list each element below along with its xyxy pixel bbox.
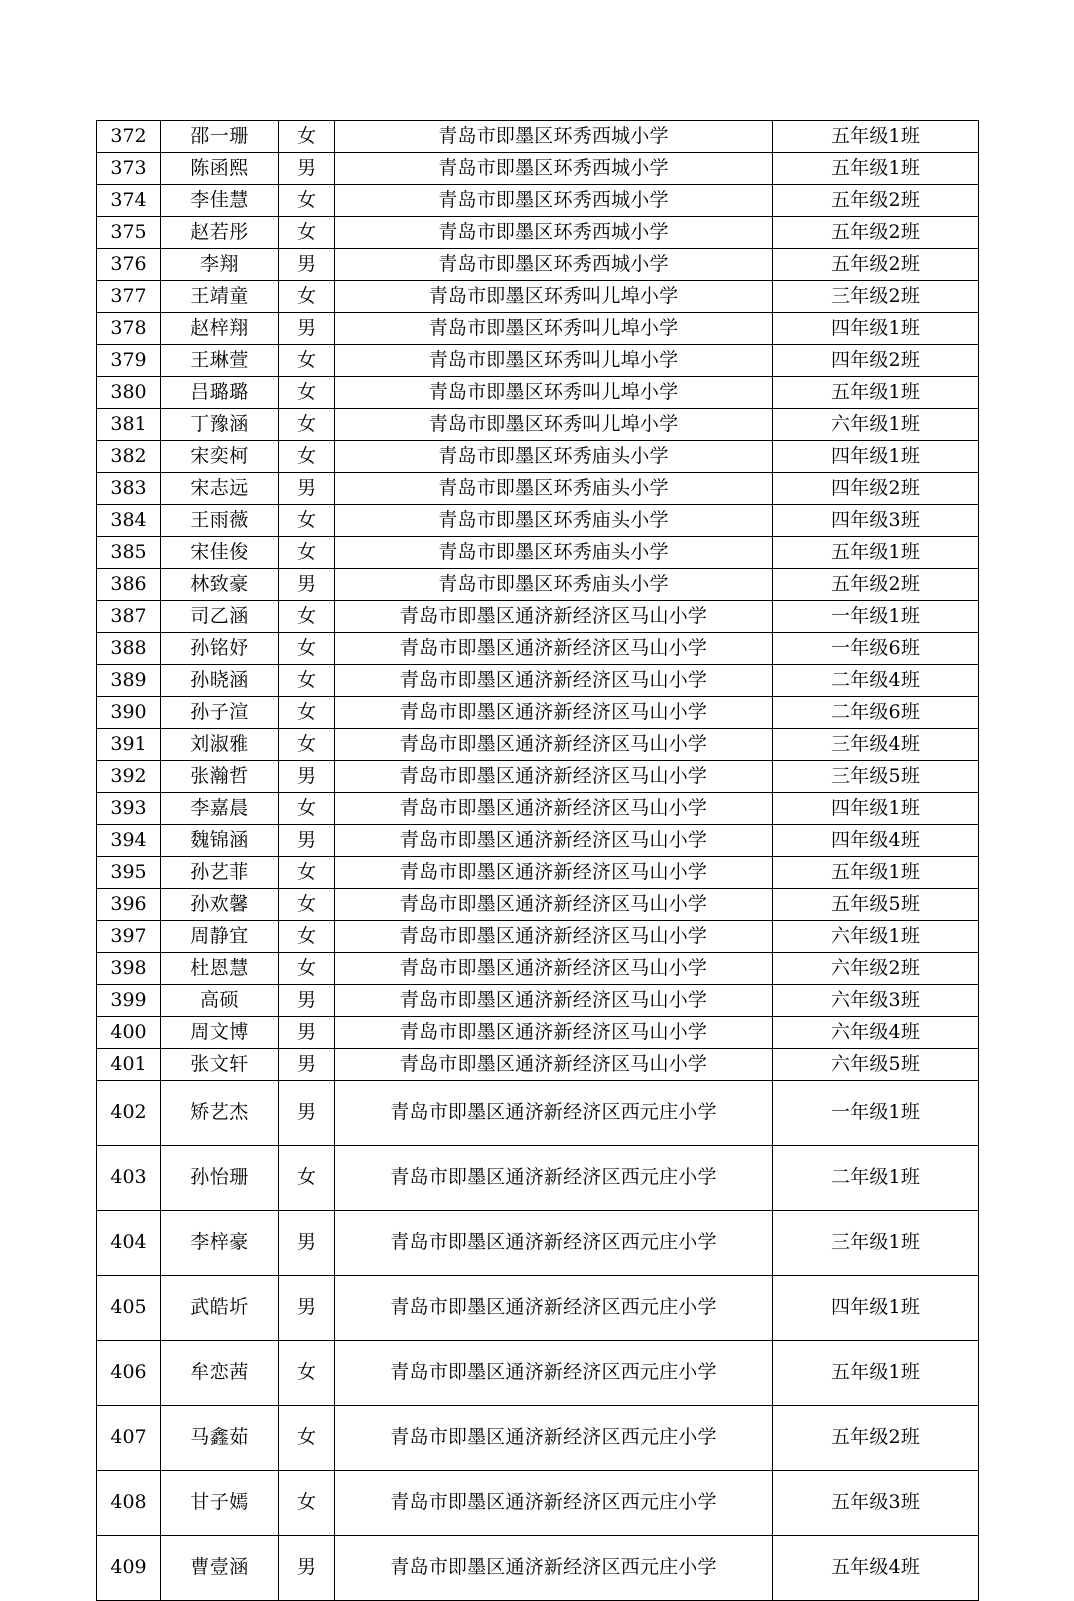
cell-class: 三年级2班	[773, 281, 979, 313]
cell-school: 青岛市即墨区通济新经济区马山小学	[335, 633, 773, 665]
cell-school: 青岛市即墨区环秀庙头小学	[335, 473, 773, 505]
cell-name: 陈函熙	[161, 153, 279, 185]
cell-school: 青岛市即墨区通济新经济区马山小学	[335, 953, 773, 985]
cell-sex: 男	[279, 825, 335, 857]
cell-class: 五年级2班	[773, 1406, 979, 1471]
cell-sex: 女	[279, 345, 335, 377]
table-row	[97, 441, 979, 473]
table-row	[97, 761, 979, 793]
cell-index: 379	[97, 345, 161, 377]
table-row	[97, 1017, 979, 1049]
table-row	[97, 505, 979, 537]
cell-index: 396	[97, 889, 161, 921]
cell-sex: 女	[279, 889, 335, 921]
cell-class: 四年级1班	[773, 441, 979, 473]
cell-sex: 女	[279, 1146, 335, 1211]
cell-sex: 女	[279, 953, 335, 985]
cell-sex: 女	[279, 633, 335, 665]
cell-school: 青岛市即墨区环秀叫儿埠小学	[335, 409, 773, 441]
cell-index: 390	[97, 697, 161, 729]
cell-name: 周文博	[161, 1017, 279, 1049]
cell-school: 青岛市即墨区环秀庙头小学	[335, 505, 773, 537]
cell-index: 405	[97, 1276, 161, 1341]
cell-name: 孙艺菲	[161, 857, 279, 889]
cell-class: 五年级1班	[773, 857, 979, 889]
table-row	[97, 1341, 979, 1406]
cell-index: 388	[97, 633, 161, 665]
table-row	[97, 409, 979, 441]
cell-name: 孙怡珊	[161, 1146, 279, 1211]
cell-index: 387	[97, 601, 161, 633]
cell-index: 406	[97, 1341, 161, 1406]
cell-sex: 女	[279, 921, 335, 953]
table-row	[97, 1471, 979, 1536]
cell-index: 384	[97, 505, 161, 537]
table-row	[97, 377, 979, 409]
cell-class: 五年级1班	[773, 153, 979, 185]
cell-school: 青岛市即墨区通济新经济区马山小学	[335, 601, 773, 633]
cell-class: 五年级2班	[773, 217, 979, 249]
cell-school: 青岛市即墨区通济新经济区马山小学	[335, 857, 773, 889]
cell-school: 青岛市即墨区环秀西城小学	[335, 185, 773, 217]
cell-name: 王雨薇	[161, 505, 279, 537]
cell-sex: 女	[279, 281, 335, 313]
cell-school: 青岛市即墨区通济新经济区马山小学	[335, 1017, 773, 1049]
cell-class: 一年级1班	[773, 601, 979, 633]
cell-name: 牟恋茜	[161, 1341, 279, 1406]
cell-sex: 女	[279, 697, 335, 729]
cell-school: 青岛市即墨区通济新经济区西元庄小学	[335, 1211, 773, 1276]
cell-name: 李嘉晨	[161, 793, 279, 825]
cell-index: 385	[97, 537, 161, 569]
cell-school: 青岛市即墨区环秀庙头小学	[335, 537, 773, 569]
cell-class: 五年级1班	[773, 121, 979, 153]
table-row	[97, 537, 979, 569]
cell-class: 四年级3班	[773, 505, 979, 537]
cell-name: 孙晓涵	[161, 665, 279, 697]
cell-school: 青岛市即墨区通济新经济区西元庄小学	[335, 1536, 773, 1601]
cell-sex: 男	[279, 569, 335, 601]
cell-school: 青岛市即墨区通济新经济区马山小学	[335, 985, 773, 1017]
cell-sex: 男	[279, 249, 335, 281]
cell-sex: 女	[279, 121, 335, 153]
cell-school: 青岛市即墨区通济新经济区马山小学	[335, 825, 773, 857]
cell-class: 二年级1班	[773, 1146, 979, 1211]
table-row	[97, 793, 979, 825]
table-row	[97, 921, 979, 953]
cell-index: 399	[97, 985, 161, 1017]
cell-name: 李梓豪	[161, 1211, 279, 1276]
table-row	[97, 121, 979, 153]
cell-name: 赵若彤	[161, 217, 279, 249]
cell-name: 马鑫茹	[161, 1406, 279, 1471]
cell-index: 373	[97, 153, 161, 185]
cell-index: 402	[97, 1081, 161, 1146]
cell-sex: 男	[279, 313, 335, 345]
cell-index: 398	[97, 953, 161, 985]
cell-class: 四年级2班	[773, 473, 979, 505]
cell-name: 王琳萱	[161, 345, 279, 377]
table-row	[97, 1406, 979, 1471]
table-row	[97, 1081, 979, 1146]
cell-index: 381	[97, 409, 161, 441]
table-row	[97, 185, 979, 217]
table-row	[97, 1211, 979, 1276]
cell-class: 五年级2班	[773, 569, 979, 601]
cell-class: 六年级1班	[773, 921, 979, 953]
cell-sex: 男	[279, 1536, 335, 1601]
cell-sex: 女	[279, 377, 335, 409]
cell-index: 378	[97, 313, 161, 345]
cell-index: 400	[97, 1017, 161, 1049]
table-row	[97, 153, 979, 185]
cell-class: 六年级3班	[773, 985, 979, 1017]
cell-class: 一年级6班	[773, 633, 979, 665]
cell-index: 383	[97, 473, 161, 505]
cell-sex: 女	[279, 409, 335, 441]
cell-class: 五年级1班	[773, 377, 979, 409]
cell-index: 377	[97, 281, 161, 313]
cell-index: 389	[97, 665, 161, 697]
cell-index: 380	[97, 377, 161, 409]
cell-class: 六年级1班	[773, 409, 979, 441]
cell-class: 五年级3班	[773, 1471, 979, 1536]
cell-class: 四年级2班	[773, 345, 979, 377]
cell-name: 张瀚哲	[161, 761, 279, 793]
student-roster-table	[96, 120, 979, 1601]
table-row	[97, 281, 979, 313]
table-row	[97, 953, 979, 985]
cell-school: 青岛市即墨区通济新经济区西元庄小学	[335, 1146, 773, 1211]
cell-sex: 女	[279, 1471, 335, 1536]
table-row	[97, 345, 979, 377]
cell-index: 382	[97, 441, 161, 473]
cell-index: 401	[97, 1049, 161, 1081]
table-row	[97, 473, 979, 505]
cell-sex: 女	[279, 217, 335, 249]
cell-index: 376	[97, 249, 161, 281]
table-row	[97, 857, 979, 889]
table-row	[97, 313, 979, 345]
cell-name: 王靖童	[161, 281, 279, 313]
table-row	[97, 729, 979, 761]
cell-sex: 女	[279, 601, 335, 633]
table-row	[97, 1146, 979, 1211]
cell-school: 青岛市即墨区通济新经济区西元庄小学	[335, 1081, 773, 1146]
table-row	[97, 825, 979, 857]
cell-school: 青岛市即墨区环秀叫儿埠小学	[335, 281, 773, 313]
cell-school: 青岛市即墨区通济新经济区马山小学	[335, 793, 773, 825]
cell-name: 武皓圻	[161, 1276, 279, 1341]
cell-class: 五年级2班	[773, 249, 979, 281]
cell-school: 青岛市即墨区通济新经济区西元庄小学	[335, 1341, 773, 1406]
cell-class: 四年级1班	[773, 313, 979, 345]
cell-name: 矫艺杰	[161, 1081, 279, 1146]
cell-name: 宋奕柯	[161, 441, 279, 473]
cell-sex: 男	[279, 1211, 335, 1276]
roster-body	[97, 121, 979, 1601]
table-row	[97, 633, 979, 665]
cell-school: 青岛市即墨区环秀西城小学	[335, 217, 773, 249]
cell-index: 404	[97, 1211, 161, 1276]
cell-name: 李翔	[161, 249, 279, 281]
cell-class: 四年级4班	[773, 825, 979, 857]
cell-class: 五年级4班	[773, 1536, 979, 1601]
cell-class: 三年级5班	[773, 761, 979, 793]
cell-class: 五年级1班	[773, 537, 979, 569]
cell-school: 青岛市即墨区环秀西城小学	[335, 153, 773, 185]
cell-sex: 女	[279, 505, 335, 537]
cell-name: 邵一珊	[161, 121, 279, 153]
cell-school: 青岛市即墨区通济新经济区马山小学	[335, 1049, 773, 1081]
table-row	[97, 697, 979, 729]
cell-school: 青岛市即墨区通济新经济区马山小学	[335, 729, 773, 761]
cell-index: 394	[97, 825, 161, 857]
cell-index: 392	[97, 761, 161, 793]
cell-sex: 女	[279, 441, 335, 473]
cell-sex: 女	[279, 1406, 335, 1471]
cell-class: 三年级4班	[773, 729, 979, 761]
cell-class: 二年级6班	[773, 697, 979, 729]
cell-sex: 男	[279, 1081, 335, 1146]
cell-class: 五年级1班	[773, 1341, 979, 1406]
cell-name: 孙欢馨	[161, 889, 279, 921]
cell-sex: 女	[279, 729, 335, 761]
cell-index: 409	[97, 1536, 161, 1601]
cell-class: 二年级4班	[773, 665, 979, 697]
cell-index: 395	[97, 857, 161, 889]
cell-school: 青岛市即墨区通济新经济区西元庄小学	[335, 1471, 773, 1536]
cell-sex: 女	[279, 665, 335, 697]
cell-name: 甘子嫣	[161, 1471, 279, 1536]
cell-name: 孙子渲	[161, 697, 279, 729]
cell-sex: 男	[279, 153, 335, 185]
cell-school: 青岛市即墨区环秀叫儿埠小学	[335, 345, 773, 377]
cell-school: 青岛市即墨区环秀庙头小学	[335, 569, 773, 601]
cell-sex: 男	[279, 473, 335, 505]
cell-name: 周静宜	[161, 921, 279, 953]
table-row	[97, 217, 979, 249]
table-row	[97, 1276, 979, 1341]
table-row	[97, 985, 979, 1017]
cell-name: 杜恩慧	[161, 953, 279, 985]
cell-name: 高硕	[161, 985, 279, 1017]
cell-name: 孙铭妤	[161, 633, 279, 665]
cell-school: 青岛市即墨区通济新经济区马山小学	[335, 697, 773, 729]
cell-name: 宋志远	[161, 473, 279, 505]
cell-school: 青岛市即墨区通济新经济区马山小学	[335, 921, 773, 953]
cell-class: 五年级2班	[773, 185, 979, 217]
cell-name: 宋佳俊	[161, 537, 279, 569]
cell-name: 曹壹涵	[161, 1536, 279, 1601]
cell-class: 六年级5班	[773, 1049, 979, 1081]
cell-name: 张文轩	[161, 1049, 279, 1081]
cell-name: 赵梓翔	[161, 313, 279, 345]
table-row	[97, 665, 979, 697]
cell-name: 刘淑雅	[161, 729, 279, 761]
table-row	[97, 601, 979, 633]
cell-sex: 男	[279, 1017, 335, 1049]
cell-school: 青岛市即墨区通济新经济区马山小学	[335, 889, 773, 921]
cell-name: 司乙涵	[161, 601, 279, 633]
cell-sex: 女	[279, 185, 335, 217]
cell-sex: 女	[279, 1341, 335, 1406]
cell-index: 397	[97, 921, 161, 953]
cell-school: 青岛市即墨区环秀西城小学	[335, 121, 773, 153]
cell-sex: 女	[279, 537, 335, 569]
cell-class: 五年级5班	[773, 889, 979, 921]
table-row	[97, 1049, 979, 1081]
cell-school: 青岛市即墨区通济新经济区西元庄小学	[335, 1406, 773, 1471]
cell-index: 375	[97, 217, 161, 249]
table-row	[97, 249, 979, 281]
cell-index: 393	[97, 793, 161, 825]
cell-sex: 女	[279, 857, 335, 889]
cell-index: 372	[97, 121, 161, 153]
cell-index: 386	[97, 569, 161, 601]
cell-index: 403	[97, 1146, 161, 1211]
cell-school: 青岛市即墨区通济新经济区西元庄小学	[335, 1276, 773, 1341]
cell-name: 李佳慧	[161, 185, 279, 217]
cell-name: 吕璐璐	[161, 377, 279, 409]
cell-school: 青岛市即墨区环秀西城小学	[335, 249, 773, 281]
cell-class: 四年级1班	[773, 1276, 979, 1341]
cell-sex: 男	[279, 985, 335, 1017]
cell-class: 六年级4班	[773, 1017, 979, 1049]
cell-class: 一年级1班	[773, 1081, 979, 1146]
cell-name: 魏锦涵	[161, 825, 279, 857]
cell-school: 青岛市即墨区环秀叫儿埠小学	[335, 377, 773, 409]
cell-class: 四年级1班	[773, 793, 979, 825]
cell-sex: 男	[279, 1276, 335, 1341]
cell-sex: 男	[279, 761, 335, 793]
cell-class: 三年级1班	[773, 1211, 979, 1276]
cell-sex: 男	[279, 1049, 335, 1081]
cell-index: 391	[97, 729, 161, 761]
cell-index: 407	[97, 1406, 161, 1471]
cell-class: 六年级2班	[773, 953, 979, 985]
table-row	[97, 569, 979, 601]
table-row	[97, 889, 979, 921]
cell-school: 青岛市即墨区环秀庙头小学	[335, 441, 773, 473]
cell-name: 丁豫涵	[161, 409, 279, 441]
cell-index: 408	[97, 1471, 161, 1536]
cell-sex: 女	[279, 793, 335, 825]
cell-name: 林致豪	[161, 569, 279, 601]
cell-school: 青岛市即墨区环秀叫儿埠小学	[335, 313, 773, 345]
table-row	[97, 1536, 979, 1601]
cell-index: 374	[97, 185, 161, 217]
cell-school: 青岛市即墨区通济新经济区马山小学	[335, 761, 773, 793]
cell-school: 青岛市即墨区通济新经济区马山小学	[335, 665, 773, 697]
